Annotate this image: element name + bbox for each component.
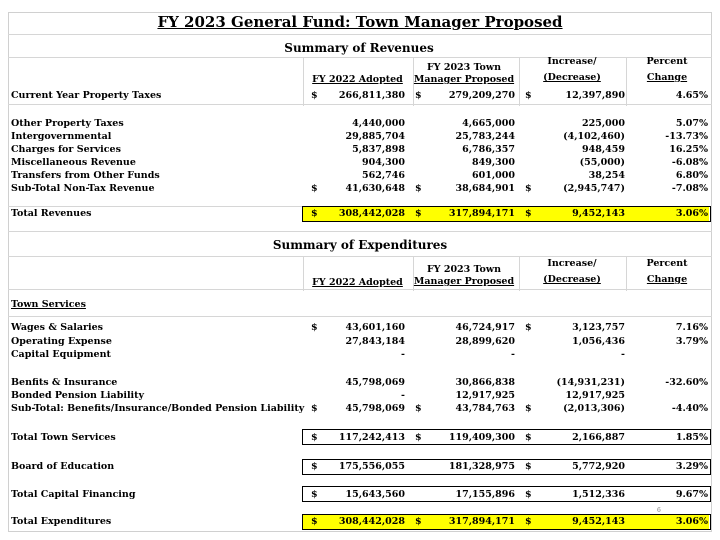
expenditures-section-title: Summary of Expenditures (272, 238, 448, 252)
gridline (626, 256, 627, 291)
header-fy2022: FY 2022 Adopted (312, 277, 403, 288)
table-row-total-town: Total Town Services $ 117,242,413 $ 119,409,300 $ 2,166,887 1.85% (11, 432, 708, 443)
page-title: FY 2023 General Fund: Town Manager Proposed (157, 13, 563, 31)
table-row-property-tax: Current Year Property Taxes $ 266,811,380 $ 279,209,270 $ 12,397,890 4.65% (11, 90, 708, 101)
table-row-wages: Wages & Salaries $ 43,601,160 46,724,917 $ 3,123,757 7.16% (11, 322, 708, 333)
header-fy2023: FY 2023 Town Manager Proposed (413, 264, 515, 287)
gridline (8, 316, 712, 317)
table-row-board-education: Board of Education $ 175,556,055 181,328,975 $ 5,772,920 3.29% (11, 461, 708, 472)
table-row-operating: Operating Expense 27,843,184 28,899,620 1,056,436 3.79% (11, 336, 708, 347)
gridline (8, 289, 712, 290)
gridline (8, 256, 712, 257)
table-row: Charges for Services 5,837,898 6,786,357 948,459 16.25% (11, 144, 708, 155)
gridline (8, 104, 712, 105)
header-fy2022: FY 2022 Adopted (312, 74, 403, 85)
page-number: 6 (657, 507, 661, 514)
gridline (303, 256, 304, 291)
table-row: Miscellaneous Revenue 904,300 849,300 (55,000) -6.08% (11, 157, 708, 168)
table-row: Other Property Taxes 4,440,000 4,665,000 225,000 5.07% (11, 118, 708, 129)
revenues-section-title: Summary of Revenues (284, 41, 434, 55)
header-percent: Percent Change (646, 56, 688, 83)
table-row-capital-financing: Total Capital Financing $ 15,643,560 17,155,896 $ 1,512,336 9.67% (11, 489, 708, 500)
table-row-benefits: Benfits & Insurance 45,798,069 30,866,838 (14,931,231) -32.60% (11, 377, 708, 388)
gridline (8, 34, 712, 35)
table-row-pension: Bonded Pension Liability - 12,917,925 12,917,925 (11, 390, 625, 401)
table-row: Transfers from Other Funds 562,746 601,000 38,254 6.80% (11, 170, 708, 181)
header-increase: Increase/ (Decrease) (543, 56, 601, 83)
town-services-heading: Town Services (11, 299, 86, 310)
header-percent: Percent Change (646, 258, 688, 285)
table-row-total-expenditures: Total Expenditures $ 308,442,028 $ 317,894,171 $ 9,452,143 3.06% (11, 516, 708, 527)
table-row-subtotal-non-tax: Sub-Total Non-Tax Revenue $ 41,630,648 $ 38,684,901 $ (2,945,747) -7.08% (11, 183, 708, 194)
header-increase: Increase/ (Decrease) (543, 258, 601, 285)
header-fy2023: FY 2023 Town Manager Proposed (413, 62, 515, 85)
gridline (8, 231, 712, 232)
table-row-benefits-subtotal: Sub-Total: Benefits/Insurance/Bonded Pension Liability $ 45,798,069 $ 43,784,763 $ (2,013,306) -4.40% (11, 403, 708, 414)
table-row-capital-equipment: Capital Equipment - - - (11, 349, 625, 360)
gridline (519, 256, 520, 291)
table-row: Intergovernmental 29,885,704 25,783,244 (4,102,460) -13.73% (11, 131, 708, 142)
table-row-total-revenues: Total Revenues $ 308,442,028 $ 317,894,171 $ 9,452,143 3.06% (11, 208, 708, 219)
